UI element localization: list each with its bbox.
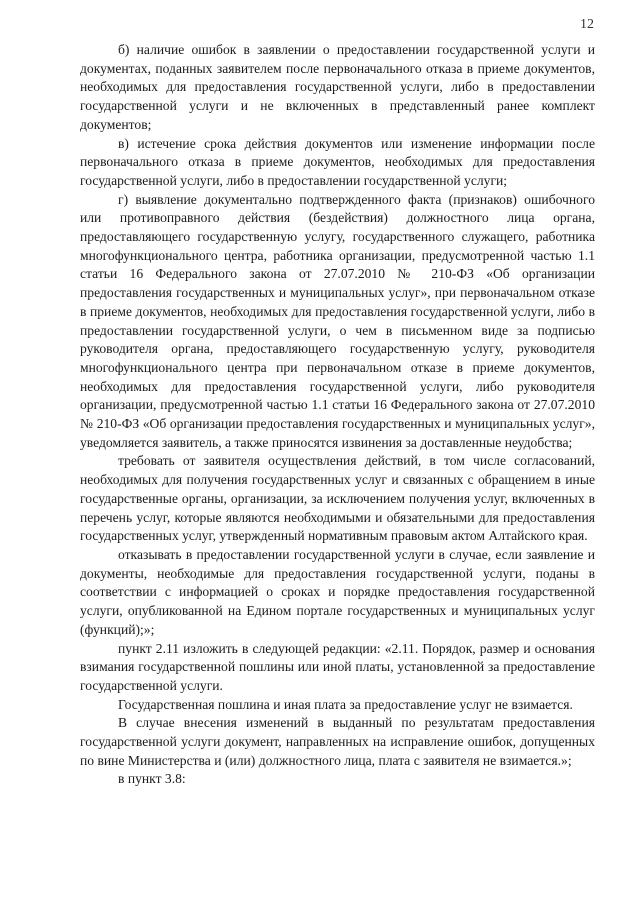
paragraph-item-b: б) наличие ошибок в заявлении о предоставлении государственной услуги и документах, поданных заявителем после первоначального отказа в приеме документов, необходимых для предоставления государственной услуги, либо в предоставлении государственной услуги и не включенных в представленный ранее комплект документов; <box>80 42 595 132</box>
document-body <box>80 41 595 789</box>
paragraph-corrections: В случае внесения изменений в выданный по результатам предоставления государственной услуги документ, направленных на исправление ошибок, допущенных по вине Министерства и (или) должностного лица, плата с заявителя не взимается.»; <box>80 715 595 768</box>
paragraph-clause-2-11: пункт 2.11 изложить в следующей редакции: «2.11. Порядок, размер и основания взимания государственной пошлины или иной платы, установленной за предоставление государственной услуги. <box>80 640 595 693</box>
paragraph-refusal: отказывать в предоставлении государственной услуги в случае, если заявление и документы, необходимые для предоставления государственной услуги, поданы в соответствии с информацией о сроках и порядке предоставления государственной услуги, опубликованной на Едином портале государственных и муниципальных услуг (функций);»; <box>80 546 595 637</box>
paragraph-clause-3-8: в пункт 3.8: <box>118 771 186 787</box>
paragraph-requirement: требовать от заявителя осуществления действий, в том числе согласований, необходимых для получения государственных услуг и связанных с обращением в иные государственные органы, организации, за исключением получения услуг, включенных в перечень услуг, которые являются необходимыми и обязательными для предоставления государственных услуг, утвержденный нормативным правовым актом Алтайского края. <box>80 453 595 544</box>
paragraph-item-v: в) истечение срока действия документов или изменение информации после первоначального отказа в приеме документов, необходимых для предоставления государственной услуги, либо в предоставлении государственной услуги; <box>80 135 595 188</box>
paragraph-item-g: г) выявление документально подтвержденного факта (признаков) ошибочного или противоправного действия (бездействия) должностного лица органа, предоставляющего государственную услугу, государственного служащего, работника многофункционального центра, работника организации, предусмотренной частью 1.1 статьи 16 Федерального закона от 27.07.2010 № 210-ФЗ «Об организации предоставления государственных и муниципальных услуг», при первоначальном отказе в приеме документов, необходимых для предоставления государственной услуги, либо в предоставлении государственной услуги, о чем в письменном виде за подписью руководителя органа, предоставляющего государственную услугу, руководителя многофункционального центра при первоначальном отказе в приеме документов, необходимых для предоставления государственной услуги, либо руководителя организации, предусмотренной частью 1.1 статьи 16 Федерального закона от 27.07.2010 № 210-ФЗ «Об организации предоставления государственных и муниципальных услуг», уведомляется заявитель, а также приносятся извинения за доставленные неудобства; <box>80 191 595 450</box>
page-number: 12 <box>580 17 594 32</box>
paragraph-fee: Государственная пошлина и иная плата за предоставление услуг не взимается. <box>118 696 573 712</box>
